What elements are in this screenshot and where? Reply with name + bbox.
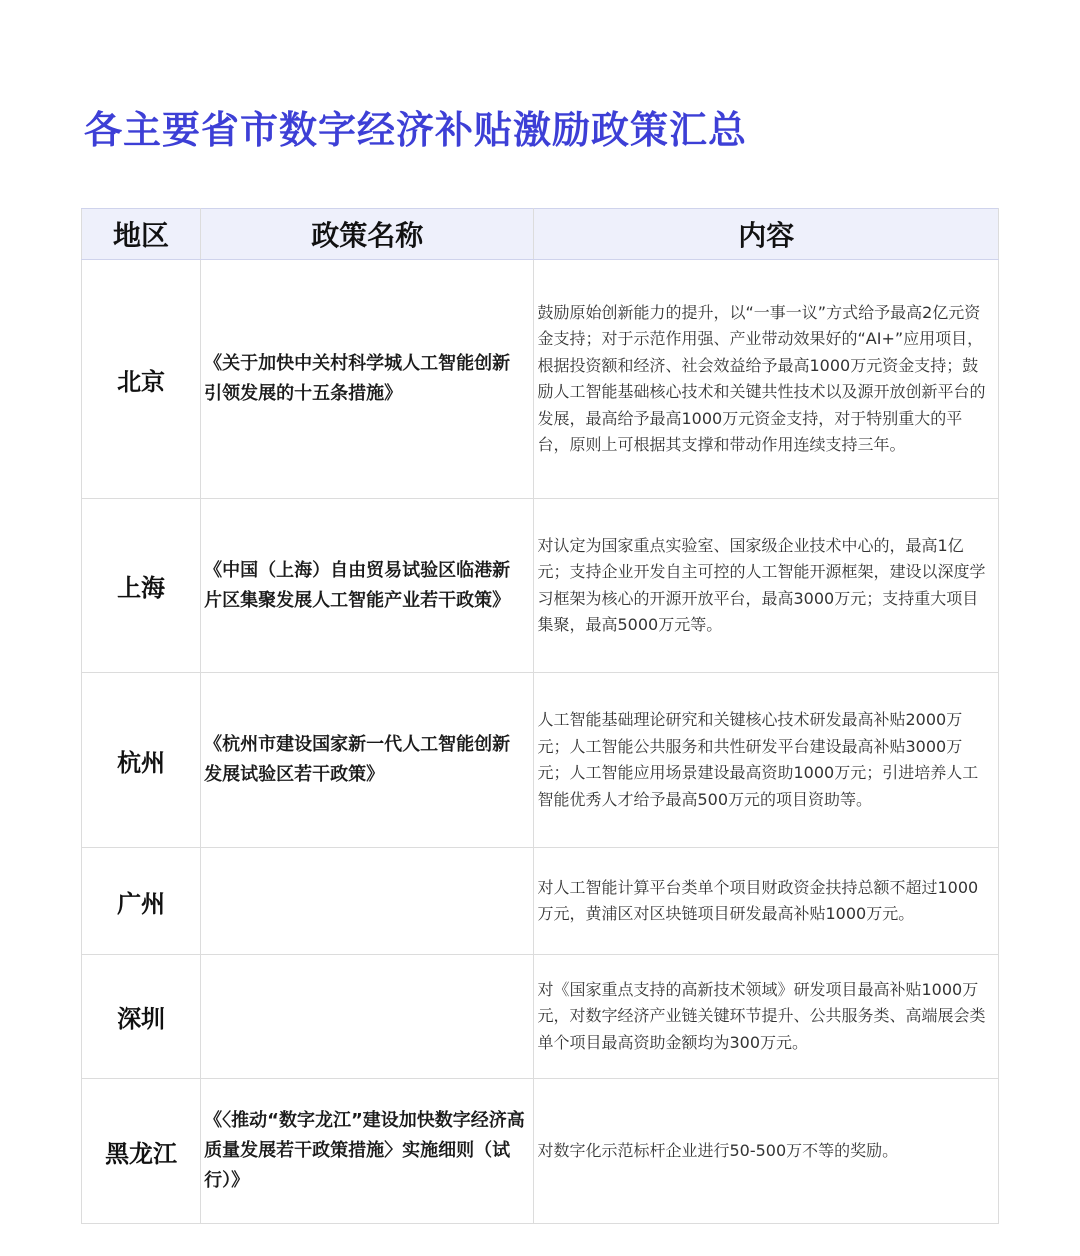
content-cell: 鼓励原始创新能力的提升，以“一事一议”方式给予最高2亿元资金支持；对于示范作用强、产业带动效果好的“AI+”应用项目，根据投资额和经济、社会效益给予最高1000万元资金支持；鼓励人工智能基础核心技术和关键共性技术以及源开放创新平台的发展，最高给予最高1000万元资金支持，对于特别重大的平台，原则上可根据其支撑和带动作用连续支持三年。 <box>534 260 999 499</box>
table-row <box>82 848 999 955</box>
table-header-row <box>82 209 999 260</box>
policy-table <box>81 208 999 1224</box>
header-policy-name: 政策名称 <box>201 209 534 260</box>
content-cell: 对人工智能计算平台类单个项目财政资金扶持总额不超过1000万元，黄浦区对区块链项目研发最高补贴1000万元。 <box>534 848 999 955</box>
content-cell: 人工智能基础理论研究和关键核心技术研发最高补贴2000万元；人工智能公共服务和共性研发平台建设最高补贴3000万元；人工智能应用场景建设最高资助1000万元；引进培养人工智能优秀人才给予最高500万元的项目资助等。 <box>534 673 999 848</box>
region-cell: 北京 <box>82 260 201 499</box>
content-cell: 对《国家重点支持的高新技术领域》研发项目最高补贴1000万元，对数字经济产业链关键环节提升、公共服务类、高端展会类单个项目最高资助金额均为300万元。 <box>534 955 999 1079</box>
region-cell: 杭州 <box>82 673 201 848</box>
policy-name-cell: 《〈推动“数字龙江”建设加快数字经济高质量发展若干政策措施〉实施细则（试行）》 <box>201 1079 534 1224</box>
region-cell: 上海 <box>82 499 201 673</box>
table-header <box>82 209 999 260</box>
policy-name-cell: 《关于加快中关村科学城人工智能创新引领发展的十五条措施》 <box>201 260 534 499</box>
table-row <box>82 673 999 848</box>
table-body <box>82 260 999 1224</box>
policy-name-cell <box>201 955 534 1079</box>
region-cell: 广州 <box>82 848 201 955</box>
policy-name-cell <box>201 848 534 955</box>
table-row <box>82 1079 999 1224</box>
policy-name-cell: 《中国（上海）自由贸易试验区临港新片区集聚发展人工智能产业若干政策》 <box>201 499 534 673</box>
table-row <box>82 260 999 499</box>
table-row <box>82 955 999 1079</box>
region-cell: 黑龙江 <box>82 1079 201 1224</box>
region-cell: 深圳 <box>82 955 201 1079</box>
header-content: 内容 <box>534 209 999 260</box>
content-cell: 对数字化示范标杆企业进行50-500万不等的奖励。 <box>534 1079 999 1224</box>
content-cell: 对认定为国家重点实验室、国家级企业技术中心的，最高1亿元；支持企业开发自主可控的人工智能开源框架，建设以深度学习框架为核心的开源开放平台，最高3000万元；支持重大项目集聚，最高5000万元等。 <box>534 499 999 673</box>
table-row <box>82 499 999 673</box>
page-title: 各主要省市数字经济补贴激励政策汇总 <box>84 108 748 152</box>
header-region: 地区 <box>82 209 201 260</box>
policy-name-cell: 《杭州市建设国家新一代人工智能创新发展试验区若干政策》 <box>201 673 534 848</box>
